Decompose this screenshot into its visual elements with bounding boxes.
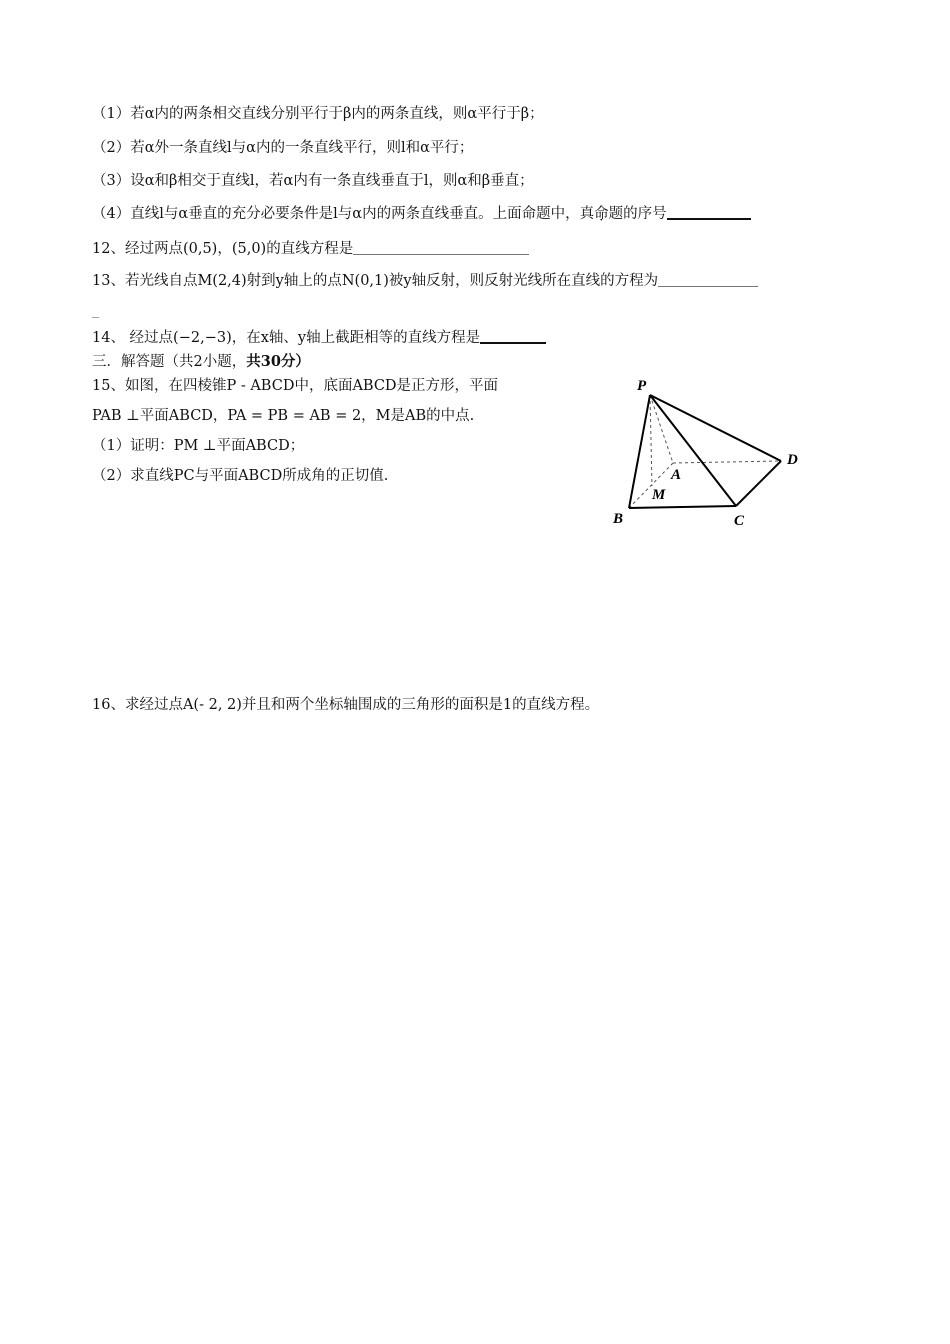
section-heading-score: 共30分） bbox=[246, 353, 310, 370]
label-P: P bbox=[637, 378, 647, 394]
statement-4-suffix: 的序号 bbox=[623, 206, 667, 222]
question-15-part-1: （1）证明：PM ⊥平面ABCD； bbox=[92, 438, 305, 454]
section-heading-text: 三．解答题（共2小题， bbox=[92, 354, 247, 370]
edge-PD bbox=[650, 395, 781, 461]
label-C: C bbox=[734, 513, 745, 529]
question-14 bbox=[92, 328, 546, 348]
edge-PB bbox=[629, 395, 650, 508]
question-14-text: 14、 经过点(−2,−3)，在x轴、y轴上截距相等的直线方程是 bbox=[92, 330, 481, 346]
label-M: M bbox=[652, 487, 666, 503]
question-12-text: 12、经过两点(0,5)，(5,0)的直线方程是 bbox=[92, 241, 354, 257]
emphasis-true-statements: 真命题 bbox=[579, 206, 624, 222]
answer-blank-12[interactable] bbox=[353, 240, 529, 255]
question-12 bbox=[92, 239, 529, 259]
edge-AD-hidden bbox=[673, 461, 781, 463]
question-15-part-2: （2）求直线PC与平面ABCD所成角的正切值. bbox=[92, 468, 389, 484]
label-A: A bbox=[671, 467, 682, 483]
answer-blank-13[interactable] bbox=[658, 272, 758, 287]
question-13-tail: _ bbox=[92, 302, 100, 318]
edge-PM-hidden bbox=[650, 395, 652, 486]
question-13-text: 13、若光线自点M(2,4)射到y轴上的点N(0,1)被y轴反射，则反射光线所在直线的方程为 bbox=[92, 273, 659, 289]
pyramid-figure bbox=[605, 372, 815, 532]
question-15-line-2: PAB ⊥平面ABCD，PA = PB = AB = 2，M是AB的中点. bbox=[92, 408, 475, 424]
label-D: D bbox=[787, 452, 798, 468]
answer-blank-14[interactable] bbox=[480, 328, 546, 344]
edge-CD bbox=[736, 461, 781, 506]
section-heading-3 bbox=[92, 352, 310, 372]
statement-1: （1）若α内的两条相交直线分别平行于β内的两条直线，则α平行于β； bbox=[92, 106, 544, 122]
answer-blank-11[interactable] bbox=[667, 204, 751, 220]
question-15-line-1: 15、如图，在四棱锥P - ABCD中，底面ABCD是正方形，平面 bbox=[92, 378, 499, 394]
edge-BC bbox=[629, 506, 736, 508]
statement-3: （3）设α和β相交于直线l，若α内有一条直线垂直于l，则α和β垂直； bbox=[92, 173, 534, 189]
question-13 bbox=[92, 271, 758, 291]
statement-2: （2）若α外一条直线l与α内的一条直线平行，则l和α平行； bbox=[92, 140, 474, 156]
statement-4-text: （4）直线l与α垂直的充分必要条件是l与α内的两条直线垂直。上面命题中， bbox=[92, 206, 580, 222]
label-B: B bbox=[613, 511, 624, 527]
question-16: 16、求经过点A(- 2, 2)并且和两个坐标轴围成的三角形的面积是1的直线方程。 bbox=[92, 697, 600, 713]
statement-4 bbox=[92, 204, 751, 224]
